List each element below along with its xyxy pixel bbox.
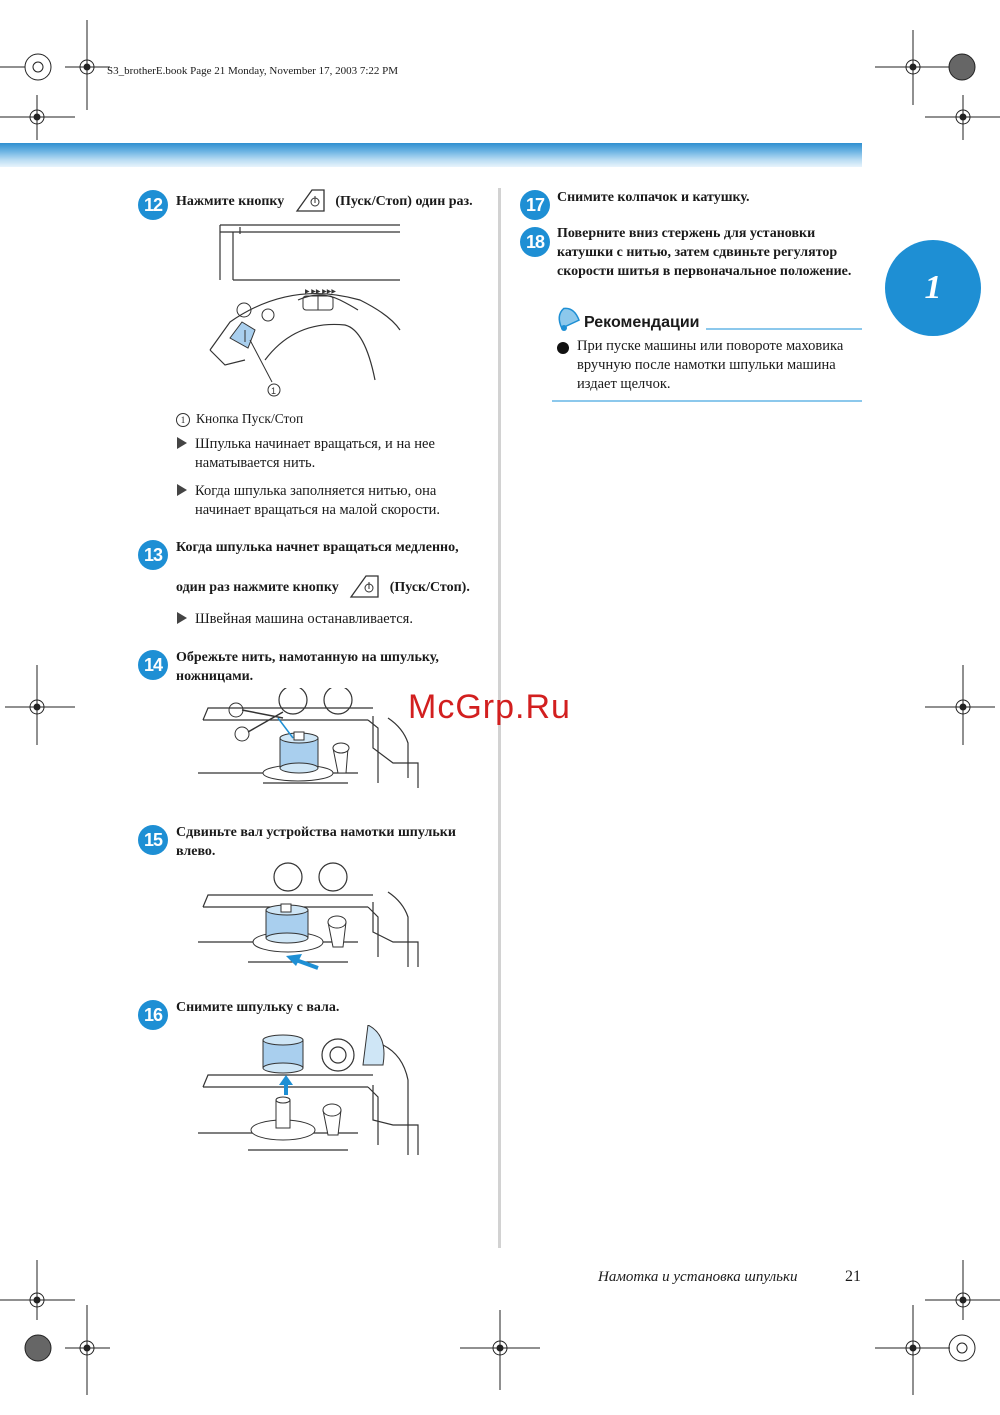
svg-text:1: 1 [271, 386, 277, 396]
step-number-13: 13 [138, 540, 168, 570]
section-banner [0, 143, 862, 167]
step-12-text [176, 187, 496, 213]
step-number-18: 18 [520, 227, 550, 257]
start-stop-key-icon [294, 187, 326, 213]
header-file-info: S3_brotherE.book Page 21 Monday, November 17, 2003 7:22 PM [107, 65, 399, 77]
step-13-line1: Когда шпулька начнет вращаться медленно, [176, 540, 459, 555]
tips-title: Рекомендации [584, 314, 700, 331]
step-number-12: 12 [138, 190, 168, 220]
step-number-14: 14 [138, 650, 168, 680]
remove-bobbin-illustration [198, 1025, 428, 1160]
result-arrow-icon [177, 437, 187, 449]
footer-title: Намотка и установка шпульки [598, 1269, 798, 1285]
step-13-line2 [176, 573, 470, 599]
step-12-text-after: (Пуск/Стоп) один раз. [335, 194, 473, 209]
step-12-text-before: Нажмите кнопку [176, 194, 285, 209]
bell-icon [552, 303, 582, 333]
step-13-text-before: один раз нажмите кнопку [176, 580, 339, 595]
result-text: Когда шпулька заполняется нитью, она начинает вращаться на малой скорости. [195, 483, 441, 518]
svg-text:▶ ▶▶ ▶▶▶: ▶ ▶▶ ▶▶▶ [305, 289, 337, 295]
result-arrow-icon [177, 484, 187, 496]
callout-number: 1 [176, 413, 190, 427]
page-number: 21 [845, 1268, 861, 1285]
callout-label [176, 409, 303, 428]
start-stop-key-icon [348, 573, 380, 599]
chapter-tab: 1 [885, 240, 981, 336]
cut-thread-illustration [198, 688, 428, 798]
step-13-text-after: (Пуск/Стоп). [389, 580, 470, 595]
step-14-text: Обрежьте нить, намотанную на шпульку, ножницами. [176, 650, 439, 684]
watermark: McGrp.Ru [408, 688, 571, 726]
step-number-15: 15 [138, 825, 168, 855]
tips-header-line [706, 328, 862, 330]
callout-label-text: Кнопка Пуск/Стоп [196, 411, 304, 426]
result-item [177, 610, 492, 630]
step-15-text: Сдвиньте вал устройства намотки шпульки влево. [176, 825, 456, 859]
shift-shaft-illustration [198, 862, 428, 972]
start-stop-button-illustration [200, 220, 415, 405]
step-number-17: 17 [520, 190, 550, 220]
tips-footer-line [552, 400, 862, 402]
step-number-16: 16 [138, 1000, 168, 1030]
result-item [177, 482, 492, 522]
step-16-text: Снимите шпульку с вала. [176, 1000, 340, 1015]
step-17-text: Снимите колпачок и катушку. [557, 190, 750, 205]
result-text: Шпулька начинает вращаться, и на нее наматывается нить. [195, 436, 435, 471]
tip-text: При пуске машины или повороте маховика вручную после намотки шпульки машина издает щелчок. [577, 338, 844, 392]
bullet-icon [557, 342, 569, 354]
result-arrow-icon [177, 612, 187, 624]
step-18-text: Поверните вниз стержень для установки катушки с нитью, затем сдвиньте регулятор скорости шитья в первоначальное положение. [557, 226, 852, 279]
result-item [177, 435, 492, 475]
result-text: Швейная машина останавливается. [195, 611, 413, 627]
